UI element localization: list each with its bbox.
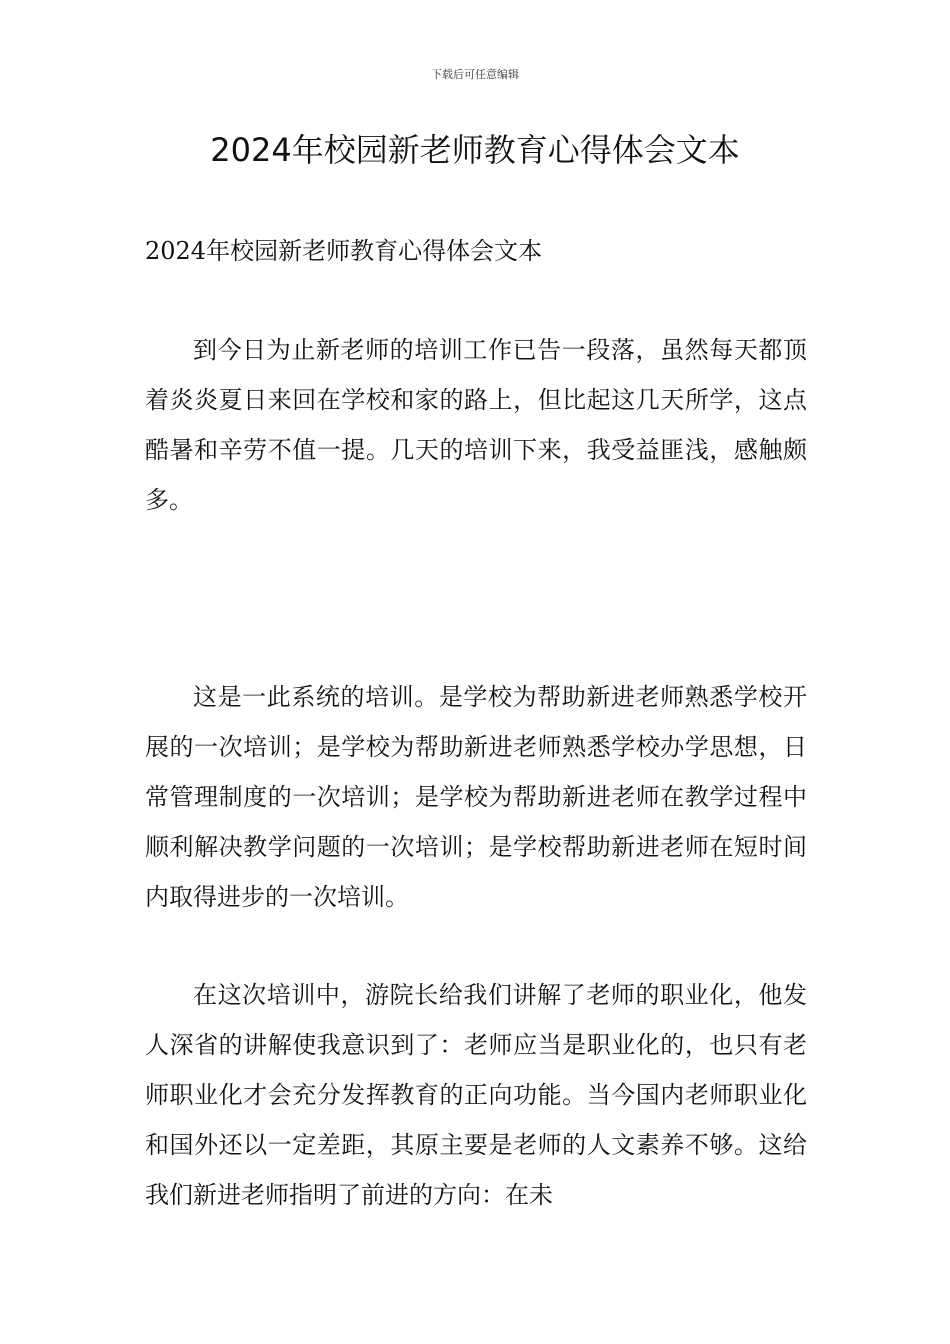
- header-note: 下载后可任意编辑: [431, 68, 519, 81]
- paragraph-training-purpose: 这是一此系统的培训。是学校为帮助新进老师熟悉学校开展的一次培训；是学校为帮助新进老师熟悉学校办学思想，日常管理制度的一次培训；是学校为帮助新进老师在教学过程中顺利解决教学问题的一次培训；是学校帮助新进老师在短时间内取得进步的一次培训。: [145, 683, 807, 911]
- document-title: 2024年校园新老师教育心得体会文本: [210, 131, 740, 169]
- paragraph-intro: 到今日为止新老师的培训工作已告一段落，虽然每天都顶着炎炎夏日来回在学校和家的路上，但比起这几天所学，这点酷暑和辛劳不值一提。几天的培训下来，我受益匪浅，感触颇多。: [145, 336, 807, 514]
- document-subtitle: 2024年校园新老师教育心得体会文本: [145, 237, 543, 265]
- paragraph-professionalization: 在这次培训中，游院长给我们讲解了老师的职业化，他发人深省的讲解使我意识到了：老师应当是职业化的，也只有老师职业化才会充分发挥教育的正向功能。当今国内老师职业化和国外还以一定差距，其原主要是老师的人文素养不够。这给我们新进老师指明了前进的方向：在未: [145, 981, 807, 1209]
